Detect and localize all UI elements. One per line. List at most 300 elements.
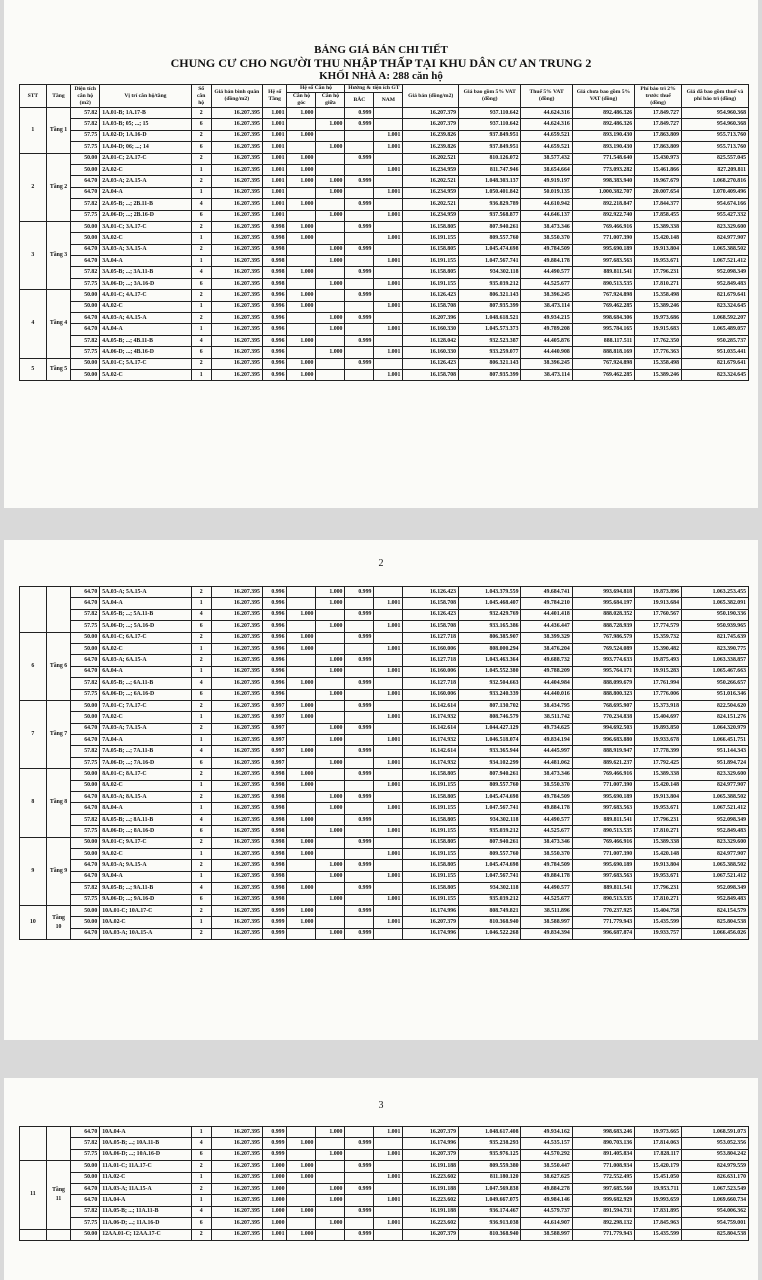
table-row [20, 837, 749, 848]
table-cell: 891.594.731 [572, 1206, 634, 1217]
table-cell: 951.035.441 [681, 347, 748, 358]
table-cell: 1.000 [316, 1195, 345, 1206]
table-cell: 6 [191, 1218, 211, 1229]
table-cell: 38.577.432 [521, 153, 572, 164]
table-row [20, 757, 749, 768]
table-cell: 889.621.237 [572, 757, 634, 768]
table-cell: 827.209.811 [681, 164, 748, 175]
table-cell: 1.000 [287, 1138, 316, 1149]
table-cell: 64.70 [71, 928, 100, 939]
table-cell: 771.008.934 [572, 1161, 634, 1172]
table-cell: 1.045.468.407 [459, 598, 521, 609]
table-cell: 825.804.538 [681, 917, 748, 928]
table-cell: 16.126.423 [403, 290, 459, 301]
table-cell: 954.006.362 [681, 1206, 748, 1217]
table-cell: 57.75 [71, 142, 100, 153]
table-cell [345, 712, 374, 723]
table-cell [374, 837, 403, 848]
table-cell: 16.207.395 [211, 176, 262, 187]
table-cell: 1 [191, 1127, 211, 1138]
table-cell: 890.703.136 [572, 1138, 634, 1149]
table-cell: 15.404.697 [635, 712, 682, 723]
table-cell: 44.614.907 [521, 1218, 572, 1229]
table-cell: 892.922.740 [572, 210, 634, 221]
table-cell: 1.048.303.137 [459, 176, 521, 187]
page-number: 2 [378, 558, 384, 569]
table-cell: 1.000 [316, 803, 345, 814]
table-cell: 1 [191, 369, 211, 380]
table-cell: 0.999 [345, 335, 374, 346]
table-cell: 16.191.155 [403, 256, 459, 267]
table-cell: 49.919.197 [521, 176, 572, 187]
table-cell: 16.191.155 [403, 803, 459, 814]
table-cell: 4 [191, 199, 211, 210]
table-cell: 19.953.711 [635, 1183, 682, 1194]
table-cell: 1 [191, 917, 211, 928]
table-cell: 1.001 [374, 826, 403, 837]
table-cell: 1.000 [262, 1218, 287, 1229]
table-row [20, 233, 749, 244]
table-cell: 19.933.678 [635, 735, 682, 746]
table-cell: 16.207.395 [211, 883, 262, 894]
table-cell [345, 142, 374, 153]
table-cell: 44.404.984 [521, 678, 572, 689]
cell-stt: 1 [20, 108, 47, 154]
table-cell [287, 187, 316, 198]
table-cell: 6 [191, 1149, 211, 1160]
table-cell: 0.999 [345, 655, 374, 666]
table-cell: 49.834.194 [521, 735, 572, 746]
table-cell: 1.000 [287, 632, 316, 643]
table-cell: 38.396.245 [521, 290, 572, 301]
table-cell: 771.007.390 [572, 233, 634, 244]
table-cell: 1.000 [287, 883, 316, 894]
table-cell: 0.999 [345, 221, 374, 232]
table-cell: 809.557.760 [459, 848, 521, 859]
table-cell: 889.811.541 [572, 267, 634, 278]
table-cell: 0.999 [262, 1127, 287, 1138]
table-cell [316, 814, 345, 825]
table-cell: 44.445.997 [521, 746, 572, 757]
cell-tang: Tầng 5 [46, 358, 71, 381]
table-cell: 9A.06-D; ...; 9A.16-D [100, 894, 191, 905]
header-can-ho-giua: Căn hộ giữa [316, 93, 345, 108]
table-cell: 1.000 [287, 678, 316, 689]
table-cell: 0.999 [262, 917, 287, 928]
table-cell: 1.066.451.751 [681, 735, 748, 746]
table-cell: 16.158.805 [403, 814, 459, 825]
table-cell: 16.223.602 [403, 1172, 459, 1183]
table-cell: 997.683.563 [572, 256, 634, 267]
table-cell: 64.70 [71, 176, 100, 187]
table-cell: 1.046.522.268 [459, 928, 521, 939]
table-cell: 6A.02-C [100, 643, 191, 654]
table-cell: 1.001 [374, 803, 403, 814]
table-cell: 809.557.760 [459, 780, 521, 791]
table-cell: 769.466.916 [572, 837, 634, 848]
table-cell: 16.207.395 [211, 598, 262, 609]
table-cell: 4 [191, 1206, 211, 1217]
table-cell: 1A.03-B; 05; ...; 15 [100, 119, 191, 130]
table-cell: 16.207.395 [211, 142, 262, 153]
table-cell: 16.207.395 [211, 324, 262, 335]
table-cell [316, 164, 345, 175]
table-cell [374, 655, 403, 666]
table-cell: 57.82 [71, 108, 100, 119]
table-cell: 16.207.395 [211, 746, 262, 757]
table-cell: 4A.04-A [100, 324, 191, 335]
table-cell: 17.831.895 [635, 1206, 682, 1217]
table-cell: 64.70 [71, 792, 100, 803]
table-cell [345, 894, 374, 905]
table-cell: 824.979.559 [681, 1161, 748, 1172]
table-cell [316, 700, 345, 711]
table-cell: 937.568.877 [459, 210, 521, 221]
table-cell: 49.784.509 [521, 792, 572, 803]
table-row [20, 221, 749, 232]
table-cell: 806.321.143 [459, 290, 521, 301]
table-cell: 0.999 [262, 928, 287, 939]
table-cell [287, 735, 316, 746]
table-cell [287, 871, 316, 882]
table-cell: 50.00 [71, 712, 100, 723]
table-cell: 1.065.388.502 [681, 792, 748, 803]
table-row [20, 153, 749, 164]
table-row [20, 142, 749, 153]
table-cell: 888.800.323 [572, 689, 634, 700]
table-cell: 0.999 [345, 700, 374, 711]
table-cell: 1.001 [374, 1127, 403, 1138]
table-cell: 1.000 [316, 666, 345, 677]
table-row [20, 814, 749, 825]
table-cell: 16.158.805 [403, 221, 459, 232]
table-cell: 19.893.850 [635, 723, 682, 734]
table-cell: 1.070.409.496 [681, 187, 748, 198]
table-cell: 1A.01-B; 1A.17-B [100, 108, 191, 119]
cell-stt: 10 [20, 905, 47, 939]
cell-stt: 5 [20, 358, 47, 381]
table-cell: 44.624.316 [521, 108, 572, 119]
table-cell: 810.368.940 [459, 917, 521, 928]
table-cell: 1.001 [374, 621, 403, 632]
table-row [20, 1172, 749, 1183]
table-cell: 16.158.708 [403, 621, 459, 632]
table-cell: 0.998 [262, 792, 287, 803]
table-cell [345, 1127, 374, 1138]
table-cell: 1.001 [262, 119, 287, 130]
table-cell: 64.70 [71, 324, 100, 335]
table-cell: 64.70 [71, 1195, 100, 1206]
table-cell: 1 [191, 666, 211, 677]
table-cell: 50.00 [71, 233, 100, 244]
table-cell: 997.683.563 [572, 803, 634, 814]
table-cell: 767.924.898 [572, 290, 634, 301]
table-cell: 0.996 [262, 632, 287, 643]
table-cell: 50.019.135 [521, 187, 572, 198]
table-cell: 15.389.338 [635, 769, 682, 780]
table-cell [374, 1161, 403, 1172]
table-cell: 11A.03-A; 11A.15-A [100, 1183, 191, 1194]
table-cell [374, 1229, 403, 1240]
table-cell: 16.128.042 [403, 335, 459, 346]
table-cell: 0.997 [262, 735, 287, 746]
table-cell [345, 278, 374, 289]
cell-stt: 3 [20, 221, 47, 289]
table-cell: 933.240.339 [459, 689, 521, 700]
table-cell: 16.234.959 [403, 210, 459, 221]
table-cell [345, 187, 374, 198]
table-cell: 0.999 [345, 678, 374, 689]
table-cell: 950.939.965 [681, 621, 748, 632]
table-cell: 5A.06-D; ...; 5A.16-D [100, 621, 191, 632]
table-cell: 6 [191, 689, 211, 700]
table-cell: 4 [191, 1138, 211, 1149]
table-cell: 1.001 [374, 848, 403, 859]
table-row [20, 176, 749, 187]
table-cell: 0.996 [262, 335, 287, 346]
table-cell: 1.001 [374, 666, 403, 677]
table-cell: 0.997 [262, 700, 287, 711]
table-row [20, 301, 749, 312]
table-cell: 1.045.552.380 [459, 666, 521, 677]
table-cell: 0.996 [262, 587, 287, 598]
table-cell: 15.389.338 [635, 837, 682, 848]
table-cell [374, 221, 403, 232]
table-cell: 2 [191, 1229, 211, 1240]
table-cell: 1.000 [287, 301, 316, 312]
table-cell: 16.207.395 [211, 792, 262, 803]
table-cell: 1.001 [374, 1218, 403, 1229]
table-cell: 1.000 [316, 1127, 345, 1138]
table-cell: 50.00 [71, 358, 100, 369]
table-row [20, 1229, 749, 1240]
table-cell [345, 666, 374, 677]
table-cell: 64.70 [71, 735, 100, 746]
table-cell: 1.001 [374, 324, 403, 335]
table-cell [287, 655, 316, 666]
table-cell: 16.239.826 [403, 142, 459, 153]
table-row [20, 1138, 749, 1149]
table-cell: 0.998 [262, 826, 287, 837]
table-cell: 1.000 [287, 917, 316, 928]
table-cell [287, 256, 316, 267]
table-cell: 38.511.742 [521, 712, 572, 723]
table-cell: 0.999 [345, 1138, 374, 1149]
table-cell: 50.00 [71, 643, 100, 654]
table-cell [374, 290, 403, 301]
table-cell: 998.383.940 [572, 176, 634, 187]
table-cell: 16.158.805 [403, 860, 459, 871]
table-cell: 5A.01-C; 5A.17-C [100, 358, 191, 369]
header-gia-da-bao-gom: Giá đã bao gồm thuế và phí bảo trì (đồng) [681, 85, 748, 108]
table-cell: 935.238.293 [459, 1138, 521, 1149]
table-row [20, 199, 749, 210]
table-cell: 0.998 [262, 814, 287, 825]
table-cell: 0.998 [262, 848, 287, 859]
table-cell: 50.00 [71, 917, 100, 928]
table-cell: 38.511.896 [521, 905, 572, 916]
table-row [20, 803, 749, 814]
table-cell: 15.420.148 [635, 780, 682, 791]
table-cell: 8A.06-D; ...; 8A.16-D [100, 826, 191, 837]
table-cell: 1.001 [374, 735, 403, 746]
table-cell: 0.998 [262, 221, 287, 232]
page-number: 3 [378, 1100, 384, 1111]
table-cell: 995.690.189 [572, 792, 634, 803]
table-cell: 4A.05-B; ...; 4B.11-B [100, 335, 191, 346]
table-cell: 38.588.997 [521, 1229, 572, 1240]
table-cell: 769.466.916 [572, 221, 634, 232]
table-cell: 12AA.01-C; 12AA.17-C [100, 1229, 191, 1240]
table-cell: 16.207.395 [211, 1127, 262, 1138]
table-cell: 15.420.179 [635, 1161, 682, 1172]
table-cell: 16.207.395 [211, 712, 262, 723]
table-cell [345, 210, 374, 221]
table-cell [316, 780, 345, 791]
table-cell: 38.550.447 [521, 1161, 572, 1172]
table-cell: 9A.05-B; ...; 9A.11-B [100, 883, 191, 894]
table-cell: 38.473.346 [521, 221, 572, 232]
table-cell [316, 609, 345, 620]
table-cell: 19.915.283 [635, 666, 682, 677]
table-cell: 17.774.579 [635, 621, 682, 632]
table-cell: 44.405.876 [521, 335, 572, 346]
table-cell: 16.207.395 [211, 335, 262, 346]
table-cell: 1.000 [316, 119, 345, 130]
table-cell: 952.098.349 [681, 267, 748, 278]
table-cell: 954.674.166 [681, 199, 748, 210]
table-cell: 0.996 [262, 689, 287, 700]
cell-stt [20, 1127, 47, 1161]
table-cell: 0.999 [345, 883, 374, 894]
table-row [20, 210, 749, 221]
table-cell: 44.525.677 [521, 894, 572, 905]
table-cell: 50.00 [71, 780, 100, 791]
table-cell [316, 369, 345, 380]
table-cell: 933.165.386 [459, 621, 521, 632]
table-cell: 38.627.625 [521, 1172, 572, 1183]
table-cell: 0.999 [345, 1183, 374, 1194]
table-cell: 2 [191, 244, 211, 255]
table-cell: 16.126.423 [403, 587, 459, 598]
table-cell [345, 1149, 374, 1160]
table-cell: 1.000 [287, 814, 316, 825]
table-cell: 6 [191, 826, 211, 837]
table-cell [316, 1229, 345, 1240]
table-cell: 16.207.395 [211, 256, 262, 267]
cell-tang: Tầng 1 [46, 108, 71, 154]
price-table-page-1 [19, 84, 749, 381]
table-cell: 49.934.215 [521, 313, 572, 324]
table-cell: 16.142.614 [403, 723, 459, 734]
table-cell: 1.000 [287, 153, 316, 164]
table-cell: 4A.03-A; 4A.15-A [100, 313, 191, 324]
table-cell: 0.999 [345, 176, 374, 187]
table-cell: 1.000 [316, 826, 345, 837]
table-cell: 1.000 [316, 187, 345, 198]
table-cell: 10A.06-D; ...; 10A.16-D [100, 1149, 191, 1160]
header-he-so-tang: Hệ số Tầng [262, 85, 287, 108]
table-cell [374, 587, 403, 598]
table-cell: 0.998 [262, 894, 287, 905]
table-cell [287, 598, 316, 609]
table-cell: 0.999 [262, 1138, 287, 1149]
table-cell: 1 [191, 324, 211, 335]
table-cell: 2 [191, 587, 211, 598]
table-cell [345, 324, 374, 335]
table-cell: 1.000 [287, 1229, 316, 1240]
table-cell: 1.000 [287, 837, 316, 848]
table-cell: 1.000 [316, 1218, 345, 1229]
table-cell: 38.434.795 [521, 700, 572, 711]
table-cell: 1.000 [316, 313, 345, 324]
table-cell [374, 358, 403, 369]
table-cell: 57.82 [71, 746, 100, 757]
table-cell: 1A.02-D; 1A.16-D [100, 130, 191, 141]
table-cell: 934.102.299 [459, 757, 521, 768]
table-cell: 889.811.541 [572, 814, 634, 825]
table-cell: 0.999 [345, 267, 374, 278]
table-cell: 1 [191, 1172, 211, 1183]
table-cell [316, 153, 345, 164]
table-cell: 9A.04-A [100, 871, 191, 882]
table-cell: 16.191.188 [403, 1183, 459, 1194]
table-cell: 1.001 [374, 164, 403, 175]
table-cell: 933.259.077 [459, 347, 521, 358]
table-cell [374, 678, 403, 689]
table-cell: 1 [191, 803, 211, 814]
table-cell: 1.000 [287, 712, 316, 723]
table-cell: 16.207.395 [211, 164, 262, 175]
table-cell: 16.174.932 [403, 712, 459, 723]
table-cell: 1.001 [262, 199, 287, 210]
table-cell [374, 632, 403, 643]
table-cell: 64.70 [71, 871, 100, 882]
table-row [20, 905, 749, 916]
table-cell: 16.207.395 [211, 108, 262, 119]
table-cell: 0.996 [262, 324, 287, 335]
table-cell: 1.000 [287, 164, 316, 175]
table-cell [316, 917, 345, 928]
table-cell: 16.158.805 [403, 267, 459, 278]
table-cell: 1.000 [287, 358, 316, 369]
table-cell: 995.764.171 [572, 666, 634, 677]
table-cell: 769.462.285 [572, 369, 634, 380]
table-cell: 4 [191, 814, 211, 825]
table-cell: 2 [191, 860, 211, 871]
table-row [20, 917, 749, 928]
table-cell: 1.001 [374, 142, 403, 153]
table-cell: 3A.05-B; ...; 3A.11-B [100, 267, 191, 278]
table-cell: 44.570.292 [521, 1149, 572, 1160]
table-cell: 1.000 [287, 108, 316, 119]
table-cell: 890.513.535 [572, 826, 634, 837]
table-cell: 16.207.395 [211, 587, 262, 598]
table-cell: 1.000 [316, 792, 345, 803]
table-row [20, 883, 749, 894]
table-cell: 19.973.686 [635, 313, 682, 324]
table-cell [345, 256, 374, 267]
table-cell [374, 746, 403, 757]
table-cell: 50.00 [71, 1172, 100, 1183]
table-cell [345, 347, 374, 358]
table-cell: 1.001 [262, 176, 287, 187]
cell-stt: 6 [20, 632, 47, 700]
table-cell: 1.068.270.816 [681, 176, 748, 187]
table-cell: 0.999 [345, 769, 374, 780]
header-bac: BẮC [345, 93, 374, 108]
table-row [20, 632, 749, 643]
